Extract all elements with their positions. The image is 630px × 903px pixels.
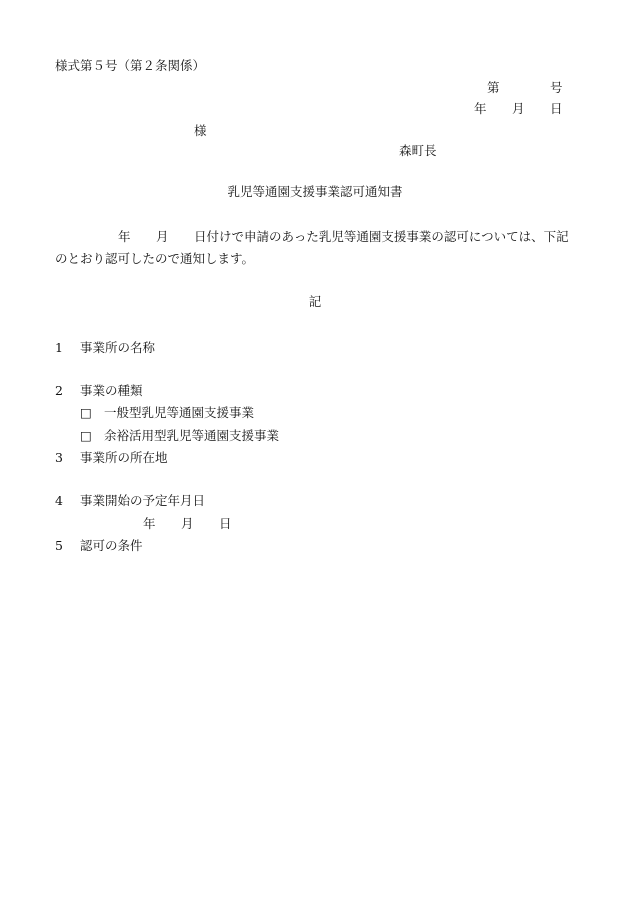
start-date-year: 年 [143,516,156,531]
body-year: 年 [118,229,131,244]
item-number: 2 [55,383,63,398]
item-label: 事業の種類 [80,383,143,398]
header-date-day: 日 [550,101,563,116]
item-label: 認可の条件 [80,538,143,553]
header-date-year: 年 [474,101,487,116]
business-type-label: 一般型乳児等通園支援事業 [104,405,255,420]
business-type-label: 余裕活用型乳児等通園支援事業 [104,428,280,443]
body-line2: のとおり認可したので通知します。 [55,251,255,266]
start-date-day: 日 [219,516,232,531]
checkbox-icon[interactable]: □ [80,428,92,443]
item-number: 3 [55,450,63,465]
form-number: 様式第５号（第２条関係） [55,58,206,73]
checkbox-icon[interactable]: □ [80,405,92,420]
item-label: 事業所の所在地 [80,450,168,465]
sender: 森町長 [399,143,437,158]
addressee-suffix: 様 [194,123,207,138]
ki-heading: 記 [308,294,322,309]
body-month: 月 [156,229,169,244]
item-label: 事業所の名称 [80,340,156,355]
body-line1: 日付けで申請のあった乳児等通園支援事業の認可については、下記 [194,229,569,244]
doc-number-dai: 第 [487,80,500,95]
item-number: 5 [55,538,63,553]
item-label: 事業開始の予定年月日 [80,493,206,508]
start-date-month: 月 [181,516,194,531]
document-title: 乳児等通園支援事業認可通知書 [227,184,403,199]
item-number: 1 [55,340,63,355]
header-date-month: 月 [512,101,525,116]
item-number: 4 [55,493,63,508]
doc-number-gou: 号 [550,80,563,95]
